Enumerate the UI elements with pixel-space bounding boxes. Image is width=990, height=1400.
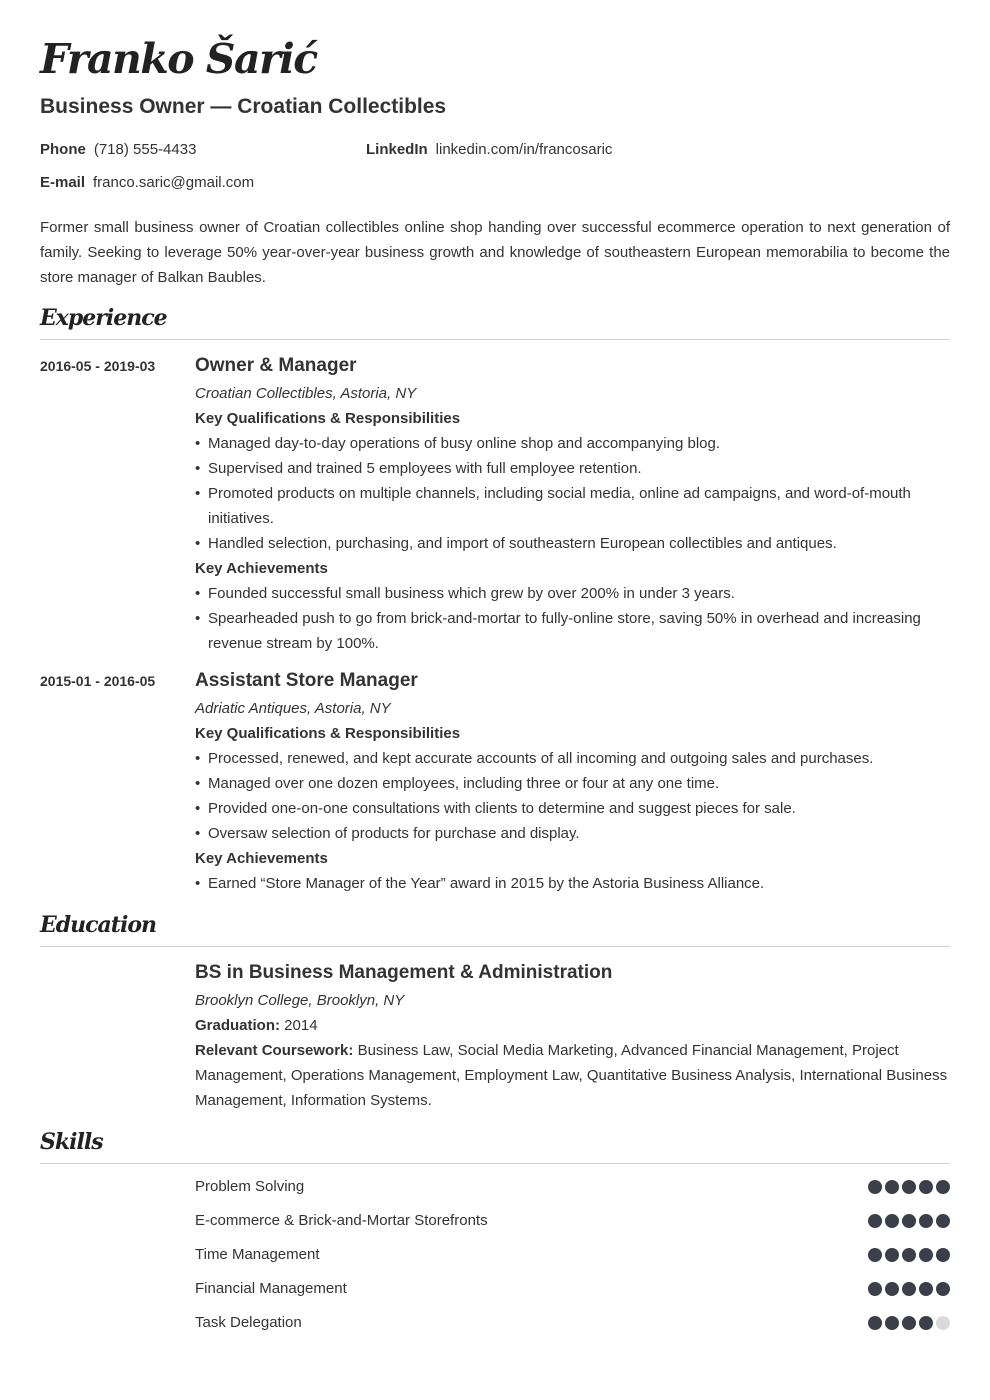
list-item: • Handled selection, purchasing, and import of southeastern European collectibles and antiques.: [195, 535, 837, 552]
rating-dot-filled: [936, 1282, 950, 1296]
skill-row: [195, 1177, 950, 1197]
skill-name: Time Management: [195, 1246, 320, 1263]
list-item: • Earned “Store Manager of the Year” award in 2015 by the Astoria Business Alliance.: [195, 875, 765, 892]
rating-dot-filled: [936, 1214, 950, 1228]
job-entry: [195, 354, 950, 656]
section-title-skills: Skills: [40, 1129, 103, 1155]
qualifications-list: [195, 431, 950, 556]
list-item: • Spearheaded push to go from brick-and-mortar to fully-online store, saving 50% in overhead and increasing revenue stream by 100%.: [195, 610, 921, 652]
rating-dot-filled: [885, 1180, 899, 1194]
list-item: • Supervised and trained 5 employees with full employee retention.: [195, 460, 642, 477]
list-item: • Promoted products on multiple channels, including social media, online ad campaigns, and word-of-mouth initiatives.: [195, 485, 911, 527]
job-company: Croatian Collectibles, Astoria, NY: [195, 385, 417, 402]
rating-dot-filled: [868, 1248, 882, 1262]
rating-dot-filled: [868, 1214, 882, 1228]
achievements-heading: Key Achievements: [195, 850, 328, 867]
achievements-heading: Key Achievements: [195, 560, 328, 577]
contact-label: LinkedIn: [366, 141, 428, 158]
rating-dot-filled: [902, 1282, 916, 1296]
contact-linkedin: [366, 141, 612, 159]
contact-value: franco.saric@gmail.com: [93, 174, 255, 191]
qualifications-heading: Key Qualifications & Responsibilities: [195, 725, 461, 742]
contact-value: (718) 555-4433: [93, 141, 197, 158]
contact-email: [40, 174, 254, 192]
list-item: • Provided one-on-one consultations with clients to determine and suggest pieces for sale.: [195, 800, 796, 817]
skill-rating: [868, 1282, 950, 1296]
rating-dot-filled: [885, 1248, 899, 1262]
job-title: Owner & Manager: [195, 355, 357, 376]
job-company: Adriatic Antiques, Astoria, NY: [195, 700, 391, 717]
skill-rating: [868, 1180, 950, 1194]
qualifications-list: [195, 746, 950, 846]
rating-dot-filled: [936, 1248, 950, 1262]
section-divider: [40, 946, 950, 947]
skill-name: E-commerce & Brick-and-Mortar Storefronts: [195, 1212, 488, 1229]
skill-rating: [868, 1316, 950, 1330]
section-divider: [40, 339, 950, 340]
graduation-value: 2014: [284, 1017, 318, 1034]
contact-phone: [40, 141, 196, 159]
coursework-label: Relevant Coursework:: [195, 1042, 354, 1059]
rating-dot-filled: [868, 1180, 882, 1194]
skill-row: [195, 1313, 950, 1333]
job-dates: 2015-01 - 2016-05: [40, 673, 156, 689]
rating-dot-filled: [936, 1180, 950, 1194]
skill-row: [195, 1245, 950, 1265]
list-item: • Processed, renewed, and kept accurate accounts of all incoming and outgoing sales and purchases.: [195, 750, 874, 767]
rating-dot-filled: [885, 1282, 899, 1296]
contact-label: Phone: [40, 141, 86, 158]
skill-row: [195, 1211, 950, 1231]
skill-name: Task Delegation: [195, 1314, 302, 1331]
job-title: Assistant Store Manager: [195, 670, 418, 691]
section-title-education: Education: [40, 912, 156, 938]
rating-dot-filled: [885, 1214, 899, 1228]
rating-dot-filled: [902, 1180, 916, 1194]
coursework-value: Business Law, Social Media Marketing, Advanced Financial Management, Project Management, Operations Management, Employment Law, Quantitative Business Analysis, International Business Management, Information Systems.: [195, 1042, 948, 1109]
job-entry: [195, 669, 950, 896]
rating-dot-empty: [936, 1316, 950, 1330]
rating-dot-filled: [902, 1316, 916, 1330]
skill-row: [195, 1279, 950, 1299]
section-divider: [40, 1163, 950, 1164]
skill-rating: [868, 1248, 950, 1262]
section-title-experience: Experience: [40, 305, 167, 331]
rating-dot-filled: [919, 1180, 933, 1194]
skill-rating: [868, 1214, 950, 1228]
rating-dot-filled: [919, 1282, 933, 1296]
rating-dot-filled: [919, 1248, 933, 1262]
rating-dot-filled: [868, 1316, 882, 1330]
list-item: • Founded successful small business which grew by over 200% in under 3 years.: [195, 585, 735, 602]
education-entry: [195, 961, 950, 1113]
rating-dot-filled: [902, 1248, 916, 1262]
achievements-list: [195, 581, 950, 656]
skill-name: Problem Solving: [195, 1178, 305, 1195]
skill-name: Financial Management: [195, 1280, 347, 1297]
rating-dot-filled: [885, 1316, 899, 1330]
list-item: • Oversaw selection of products for purchase and display.: [195, 825, 580, 842]
list-item: • Managed over one dozen employees, including three or four at any one time.: [195, 775, 720, 792]
contact-label: E-mail: [40, 174, 86, 191]
school-name: Brooklyn College, Brooklyn, NY: [195, 992, 405, 1009]
degree-title: BS in Business Management & Administration: [195, 962, 613, 983]
list-item: • Managed day-to-day operations of busy online shop and accompanying blog.: [195, 435, 721, 452]
headline: Business Owner — Croatian Collectibles: [40, 95, 447, 118]
achievements-list: [195, 871, 950, 896]
rating-dot-filled: [919, 1316, 933, 1330]
qualifications-heading: Key Qualifications & Responsibilities: [195, 410, 461, 427]
coursework-line: [195, 1038, 950, 1113]
rating-dot-filled: [902, 1214, 916, 1228]
rating-dot-filled: [919, 1214, 933, 1228]
candidate-name: Franko Šarić: [40, 35, 317, 83]
summary: Former small business owner of Croatian collectibles online shop handing over successful ecommerce operation to next generation of family. Seeking to leverage 50% year-over-year business growth and knowledge of southeastern European memorabilia to become the store manager of Balkan Baubles.: [40, 219, 950, 286]
contact-value: linkedin.com/in/francosaric: [435, 141, 613, 158]
graduation-label: Graduation:: [195, 1017, 280, 1034]
graduation-line: [195, 1013, 950, 1038]
job-dates: 2016-05 - 2019-03: [40, 358, 156, 374]
rating-dot-filled: [868, 1282, 882, 1296]
